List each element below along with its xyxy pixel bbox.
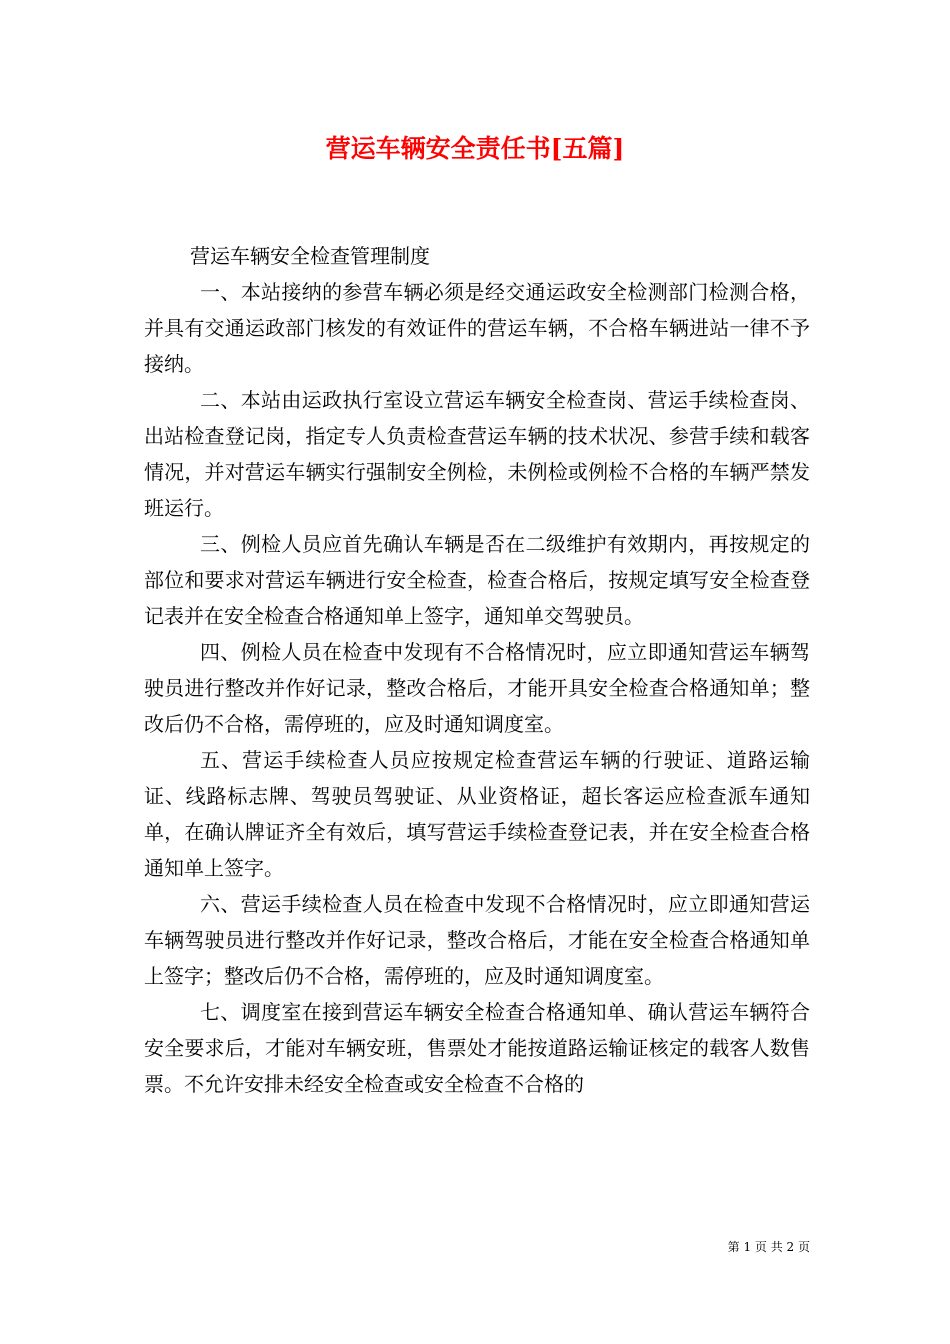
document-title: 营运车辆安全责任书[五篇]	[325, 134, 625, 163]
section-heading: 营运车辆安全检查管理制度	[190, 244, 430, 268]
paragraph-4: 四、例检人员在检查中发现有不合格情况时，应立即通知营运车辆驾驶员进行整改并作好记录，整改合格后，才能开具安全检查合格通知单；整改后仍不合格，需停班的，应及时通知调度室。	[144, 640, 810, 736]
paragraph-1: 一、本站接纳的参营车辆必须是经交通运政安全检测部门检测合格，并具有交通运政部门核发的有效证件的营运车辆，不合格车辆进站一律不予接纳。	[144, 280, 810, 376]
document-body	[144, 238, 810, 1102]
page-number: 第 1 页 共 2 页	[727, 1240, 810, 1254]
paragraph-3: 三、例检人员应首先确认车辆是否在二级维护有效期内，再按规定的部位和要求对营运车辆进行安全检查，检查合格后，按规定填写安全检查登记表并在安全检查合格通知单上签字，通知单交驾驶员。	[144, 532, 810, 628]
paragraph-5: 五、营运手续检查人员应按规定检查营运车辆的行驶证、道路运输证、线路标志牌、驾驶员驾驶证、从业资格证，超长客运应检查派车通知单，在确认牌证齐全有效后，填写营运手续检查登记表，并在安全检查合格通知单上签字。	[144, 748, 810, 880]
paragraph-6: 六、营运手续检查人员在检查中发现不合格情况时，应立即通知营运车辆驾驶员进行整改并作好记录，整改合格后，才能在安全检查合格通知单上签字；整改后仍不合格，需停班的，应及时通知调度室。	[144, 892, 810, 988]
paragraph-2: 二、本站由运政执行室设立营运车辆安全检查岗、营运手续检查岗、出站检查登记岗，指定专人负责检查营运车辆的技术状况、参营手续和载客情况，并对营运车辆实行强制安全例检，未例检或例检不合格的车辆严禁发班运行。	[144, 388, 810, 520]
paragraph-7: 七、调度室在接到营运车辆安全检查合格通知单、确认营运车辆符合安全要求后，才能对车辆安班，售票处才能按道路运输证核定的载客人数售票。不允许安排未经安全检查或安全检查不合格的	[144, 1000, 810, 1096]
